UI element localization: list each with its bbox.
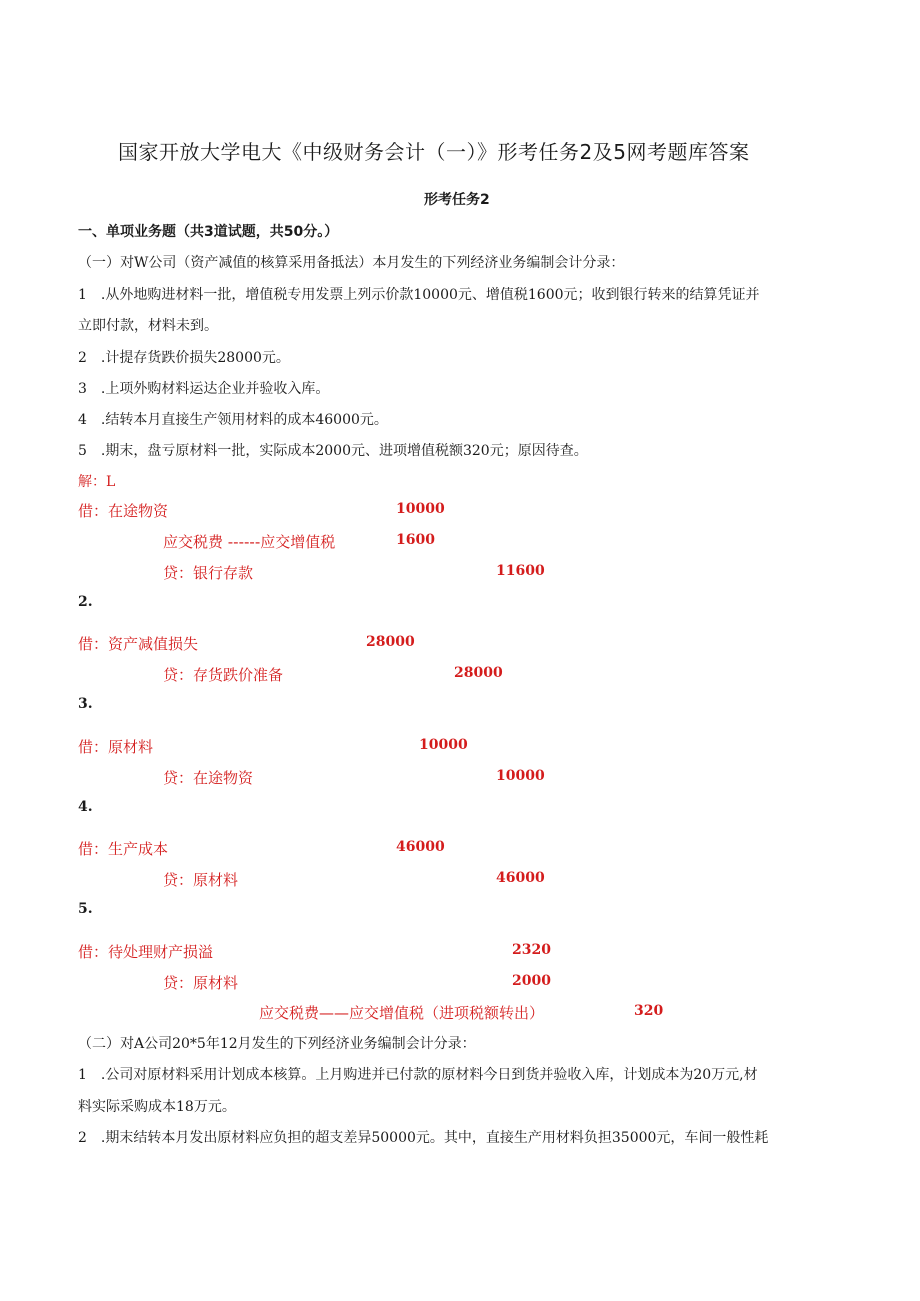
entry-account: 借：资产减值损失 (78, 635, 199, 653)
entry-amount: 10000 (419, 737, 468, 753)
entry-account: 贷：存货跌价准备 (163, 666, 284, 684)
entry-account: 贷：银行存款 (163, 564, 254, 582)
entry-account: 贷：原材料 (163, 871, 239, 889)
entry-amount: 46000 (496, 870, 545, 886)
entry-account: 借：生产成本 (78, 840, 169, 858)
entry-account: 应交税费——应交增值税（进项税额转出） (259, 1004, 545, 1022)
section-subtitle: 形考任务2 (424, 192, 490, 208)
entry-number: 2. (78, 594, 93, 610)
entry-account: 借：待处理财产损溢 (78, 943, 214, 961)
part1-item: 1 .从外地购进材料一批，增值税专用发票上列示价款10000元、增值税1600元；收到银行转来的结算凭证并 (78, 287, 760, 303)
part1-item: 2 .计提存货跌价损失28000元。 (78, 350, 290, 366)
part1-item: 3 .上项外购材料运达企业并验收入库。 (78, 381, 330, 397)
solution-label: 解：L (78, 474, 116, 490)
entry-number: 5. (78, 901, 93, 917)
part2-item: 料实际采购成本18万元。 (78, 1099, 236, 1115)
entry-number: 4. (78, 799, 93, 815)
entry-amount: 2000 (512, 973, 551, 989)
part2-item: 1 .公司对原材料采用计划成本核算。上月购进并已付款的原材料今日到货并验收入库，计划成本为20万元,材 (78, 1067, 758, 1083)
entry-number: 3. (78, 696, 93, 712)
document-title: 国家开放大学电大《中级财务会计（一）》形考任务2及5网考题库答案 (118, 140, 750, 164)
section-heading: 一、单项业务题（共3道试题，共50分。） (78, 224, 339, 240)
entry-amount: 320 (634, 1003, 664, 1019)
entry-account: 贷：原材料 (163, 974, 239, 992)
part2-intro: （二）对A公司20*5年12月发生的下列经济业务编制会计分录： (78, 1036, 476, 1052)
entry-amount: 11600 (496, 563, 545, 579)
entry-amount: 46000 (396, 839, 445, 855)
entry-account: 应交税费 ------应交增值税 (163, 533, 336, 551)
part1-item: 4 .结转本月直接生产领用材料的成本46000元。 (78, 412, 388, 428)
entry-amount: 10000 (396, 501, 445, 517)
entry-amount: 2320 (512, 942, 551, 958)
entry-amount: 28000 (366, 634, 415, 650)
entry-amount: 1600 (396, 532, 435, 548)
entry-account: 借：原材料 (78, 738, 154, 756)
part2-item: 2 .期末结转本月发出原材料应负担的超支差异50000元。其中，直接生产用材料负担35000元，车间一般性耗 (78, 1130, 769, 1146)
entry-amount: 10000 (496, 768, 545, 784)
entry-account: 贷：在途物资 (163, 769, 254, 787)
entry-account: 借：在途物资 (78, 502, 169, 520)
entry-amount: 28000 (454, 665, 503, 681)
part1-item: 5 .期末，盘亏原材料一批，实际成本2000元、进项增值税额320元；原因待查。 (78, 443, 588, 459)
part1-intro: （一）对W公司（资产减值的核算采用备抵法）本月发生的下列经济业务编制会计分录： (78, 255, 625, 271)
part1-item: 立即付款，材料未到。 (78, 318, 218, 334)
